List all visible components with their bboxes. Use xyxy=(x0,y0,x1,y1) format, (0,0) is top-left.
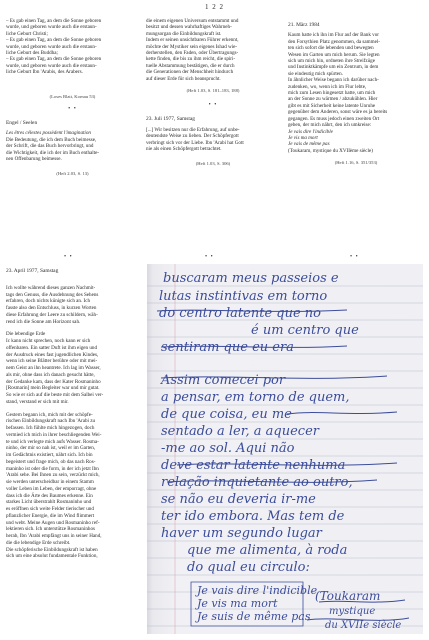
handwriting-line: é um centro que xyxy=(251,323,359,338)
text-line: kette finden, die bis zu ihm reicht, die spiri- xyxy=(146,56,236,63)
text-line: [...] Wir besitzen nur die Erfahrung, auf unbe- xyxy=(146,126,240,133)
text-line: Ic kann nicht sprechen, noch kann er sich xyxy=(6,338,91,344)
text-line: tuelle Abstammung bestätigen, die er durch xyxy=(146,62,235,69)
text-line: Wesen im Garten um mich herum. Sie legten xyxy=(288,51,380,58)
separator-dots: • • xyxy=(350,254,359,260)
text-line: [Rosmarin] mein Begleiter war und mir gutat. xyxy=(6,385,100,392)
text-line: maninho ist oder die form, in der ich jetzt Ibn xyxy=(6,465,99,472)
text-line: sich um mich hin, ordneten ihre Streifzüge xyxy=(288,58,375,65)
handwriting-line: se não eu deveria ir-me xyxy=(161,492,316,507)
text-line: ten sich sofort die lebenden und bewegten xyxy=(288,45,374,52)
citation: (Heft 1.03, S. 181–183, 188) xyxy=(186,88,240,94)
text-line: gibt es mit Sicherheit keine latente Unruhe xyxy=(288,102,376,109)
handwriting-line: Je suis de même pas xyxy=(197,610,311,623)
handwriting-line: Assim comecei por xyxy=(161,373,286,388)
text-line: die Generationen der Menschheit hindurch xyxy=(146,69,234,76)
text-line: rend ich die Sonne am Horizont sah. xyxy=(6,318,81,325)
separator-dots: • • xyxy=(208,102,218,109)
text-line: als mir, ohne dass ich danach gesucht hätte, xyxy=(6,371,95,378)
quote-line: Je vis ma mort xyxy=(288,134,318,141)
text-line: In ähnlicher Weise begann ich darüber nach- xyxy=(288,77,379,84)
handwriting-line: mystique xyxy=(329,606,376,617)
text-line: ninho, der mir so nah ist, weil er im Garten, xyxy=(6,445,96,452)
text-line: dass ich die Ärte des Baumes erkenne. Ein xyxy=(6,492,93,499)
handwriting-line: buscaram meus passeios e xyxy=(163,271,339,286)
text-line: erfahren, doch nichts künigte sich an. Ich xyxy=(6,298,91,305)
text-line: Ich wollte während dieses ganzen Nachmit- xyxy=(6,284,96,291)
separator-dots: • • xyxy=(205,254,214,260)
text-line: stand, verstand er sich mit mir. xyxy=(6,398,69,405)
handwriting-line: lutas instintivas em torno xyxy=(159,289,328,304)
handwriting-line: sentado a ler, a aquecer xyxy=(161,424,319,439)
handwriting-line: que me alimenta, à roda xyxy=(187,543,348,558)
text-line: den Forsythien Platz genommen, da sammel- xyxy=(288,38,380,45)
text-line: die die lebendige Erde schreibt. xyxy=(6,539,71,546)
text-line: te und ich verlegte mich aufs Wasser. Rosma- xyxy=(6,438,99,445)
handwriting-line: do qual eu circulo: xyxy=(187,560,310,575)
text-line: liche Geburt Ibn 'Arabis, des Arabers. xyxy=(6,69,83,76)
separator-dots: • • xyxy=(68,106,77,113)
text-line: besitzt und dessen wahrhaftiges Wahrneh- xyxy=(146,24,232,31)
text-line: der Ausdruck eines fast jugendlichen Kindes, xyxy=(6,351,99,358)
text-line: deutendste Weise zu lieben. Der Schöpfergott xyxy=(146,133,239,140)
text-line: sich um eine absolut fundamentale Funktion, xyxy=(6,553,98,560)
text-line: tags den Genuss, die Ausdehnung des Sehens xyxy=(6,291,99,298)
text-line: zudenken, wo, wenn ich im Flur lebte, xyxy=(288,83,367,90)
text-line: pflanzlicher Energie, die im Wind flimmert xyxy=(6,512,95,519)
section-header: Engel / Seelen xyxy=(6,120,38,127)
handwriting-line: relação inquietante ao outro, xyxy=(161,475,353,490)
column-1 xyxy=(6,18,139,177)
text-line: an der Sonne zu wärmen / abzukühlen. Hier xyxy=(288,96,378,103)
text-line: nie als einen Schöpfergott betrachtet. xyxy=(146,146,222,153)
text-line: fasste also den Entschluss, in kurzen Worten xyxy=(6,305,97,311)
text-line: herab, Ibn 'Arabi empfängt uns in seiner Hand, xyxy=(6,533,102,539)
text-line: die Wichtigkeit, die ich der im Buch enthalte- xyxy=(6,149,100,156)
text-line: lektieren sich. Ich unterstütze Rosmaninhos xyxy=(6,526,95,533)
text-line: So wie er sich auf die beste mit dem Salbei ver- xyxy=(6,392,104,398)
handwriting-line: haver um segundo lugar xyxy=(161,526,322,541)
text-line: derherstellen, den Faden, oder Übertragungs- xyxy=(146,50,239,57)
separator-dots: • • xyxy=(64,254,73,260)
handwriting-line: Je vis ma mort xyxy=(197,597,278,610)
date-header: 21. März 1984 xyxy=(288,22,320,28)
text-line: es eröffnen sich weite Felder tierischer und xyxy=(6,506,94,512)
text-line: Die schöpferische Einbildungskraft ist haben xyxy=(6,546,98,553)
handwriting-line: a pensar, em torno de quem, xyxy=(161,390,350,405)
handwriting-line: (Toukaram xyxy=(315,589,381,603)
date-header: 23. Juli 1977, Samstag xyxy=(146,116,195,123)
text-line: und webt. Meine Augen und Rosmaninho ref- xyxy=(6,519,100,526)
quote-line: Je vais dire l'indicible xyxy=(288,128,333,135)
handwriting-line: deve estar latente nenhuma xyxy=(161,458,346,473)
handwriting-line: du XVIIe siècle xyxy=(325,620,402,631)
text-line: nem Geist an ihn heantrete. Ich lag im Wasser, xyxy=(6,365,101,371)
handwriting-line: sentiram que eu era xyxy=(161,340,294,355)
text-line: die einem eigenen Universum entstammt und xyxy=(146,18,239,24)
text-line: der Gedanke kam, dass der Kater Rosmaninho xyxy=(6,378,101,385)
text-line: sie werden unterscheidbar in einem Stamm xyxy=(6,479,94,485)
text-line: voller Leben im Leben, der emporragt, ohne xyxy=(6,485,97,492)
col1-lines xyxy=(6,18,139,76)
text-line: wurde, und geboren wurde auch die erstaun- xyxy=(6,24,97,31)
text-line: verbringt sich vor der Liebe. Ibn 'Arabi hat Gott xyxy=(146,139,244,146)
text-line: geben, der mich nährt, den ich umkreise: xyxy=(288,122,372,129)
text-line: rischen Einbildungskraft nach Ibn 'Arabi zu xyxy=(6,418,96,425)
handwriting-line: do centro latente que no xyxy=(159,306,321,321)
text-line: diese Erfahrung der Leere zu schildern, wäh- xyxy=(6,311,98,318)
citation: (Heft 1.03, S. 306) xyxy=(195,160,231,166)
text-line: befassen. Ich fühlte mich hingezogen, doch xyxy=(6,425,95,431)
date-header: 23. April 1977, Samstag xyxy=(6,268,59,274)
text-line: gegangen. Es muss jedoch einen zweiten Ort xyxy=(288,115,380,122)
handwriting-line: Je vais dire l'indicible xyxy=(197,584,318,597)
citation: (Heft 2.03, S. 13) xyxy=(56,170,89,176)
text-line: sie eindeutig mich spürten. xyxy=(288,70,343,77)
text-line: gegenüber dem Anderen, sonst wäre es ja bereits xyxy=(288,109,388,116)
text-line: Gestern begann ich, mich mit der schöpfe- xyxy=(6,411,93,418)
text-line: wenn ich seine Blätter berühre oder mit mei- xyxy=(6,358,98,365)
lower-left-column xyxy=(6,268,142,560)
column-3 xyxy=(288,18,424,167)
quote: Les êtres célestes possèdent l'imagination xyxy=(6,130,91,137)
handwriting-line: de que coisa, eu me xyxy=(161,407,292,422)
text-line: im Gedächtnis existiert, nährt sich. Ich bin xyxy=(6,452,93,458)
text-line: starkes Licht überstrahlt Rosmaninho und xyxy=(6,499,92,506)
text-line: offenbaren. Ein satter Duft ist ihm eigen und xyxy=(6,344,98,351)
text-line: liche Geburt des Buddha; xyxy=(6,50,58,57)
text-line: mungsorgan die Einbildungskraft ist. xyxy=(146,30,222,37)
handwriting-line: -me ao sol. Aqui não xyxy=(161,441,295,456)
column-2 xyxy=(146,18,280,167)
text-line: liche Geburt Christi; xyxy=(6,30,48,37)
text-line: mich zum Lesen hingesetzt hatte, um mich xyxy=(288,90,376,97)
text-line: wurde, und geboren wurde auch die erstaun- xyxy=(6,43,97,50)
page-number: 1 2 2 xyxy=(205,3,224,11)
handwriting-line: ter ido embora. Mas tem de xyxy=(161,509,345,524)
text-line: begeistert und frage mich, ob das nach Ros- xyxy=(6,458,96,465)
text-line: Die Bedeutung, die ich dem Buch beimesse, xyxy=(6,136,97,143)
text-line: – Es gab einen Tag, an dem die Sonne geboren xyxy=(6,56,102,63)
text-line: und Instinktkämpfe um ein Zentrum, in dem xyxy=(288,64,379,71)
notebook-page xyxy=(147,264,423,634)
citation: (Loses Blatt, Kornau 53) xyxy=(49,93,96,99)
text-line: wurde, und geboren wurde auch die erstaun- xyxy=(6,62,97,69)
text-line: 'Arabi sehe. Bei Ihnen zu sein, verzückt mich, xyxy=(6,472,100,479)
text-line: – Es gab einen Tag, an dem die Sonne geboren xyxy=(6,37,102,44)
text-line: nen Offenbarung beimesse. xyxy=(6,156,62,163)
text-line: möchte der Mystiker sein eigenes Ishad wie- xyxy=(146,43,238,50)
text-line: Kaum hatte ich ihn im Flur auf der Bank vor xyxy=(288,32,379,39)
text-line: vermied ich mich in ihrer beschliegenden Wei- xyxy=(6,431,102,438)
text-line: – Es gab einen Tag, an dem die Sonne geboren xyxy=(6,18,102,24)
text-line: der Schrift, die das Buch hervorbringt, und xyxy=(6,143,94,150)
quote-line: Je vais de même pas xyxy=(288,141,330,148)
handwritten-page-scan xyxy=(147,264,423,634)
text-line: auf dieser Erde für sich beansprucht. xyxy=(146,75,221,82)
text-line: Die lebendige Erde xyxy=(6,331,46,338)
attribution: (Toukaram, mystique du XVIIème siècle) xyxy=(288,147,373,154)
text-line: Indem er seinen unsichtbaren Führer erkennt, xyxy=(146,37,239,44)
citation: (Heft 1.16, S. 351/353) xyxy=(334,160,378,166)
